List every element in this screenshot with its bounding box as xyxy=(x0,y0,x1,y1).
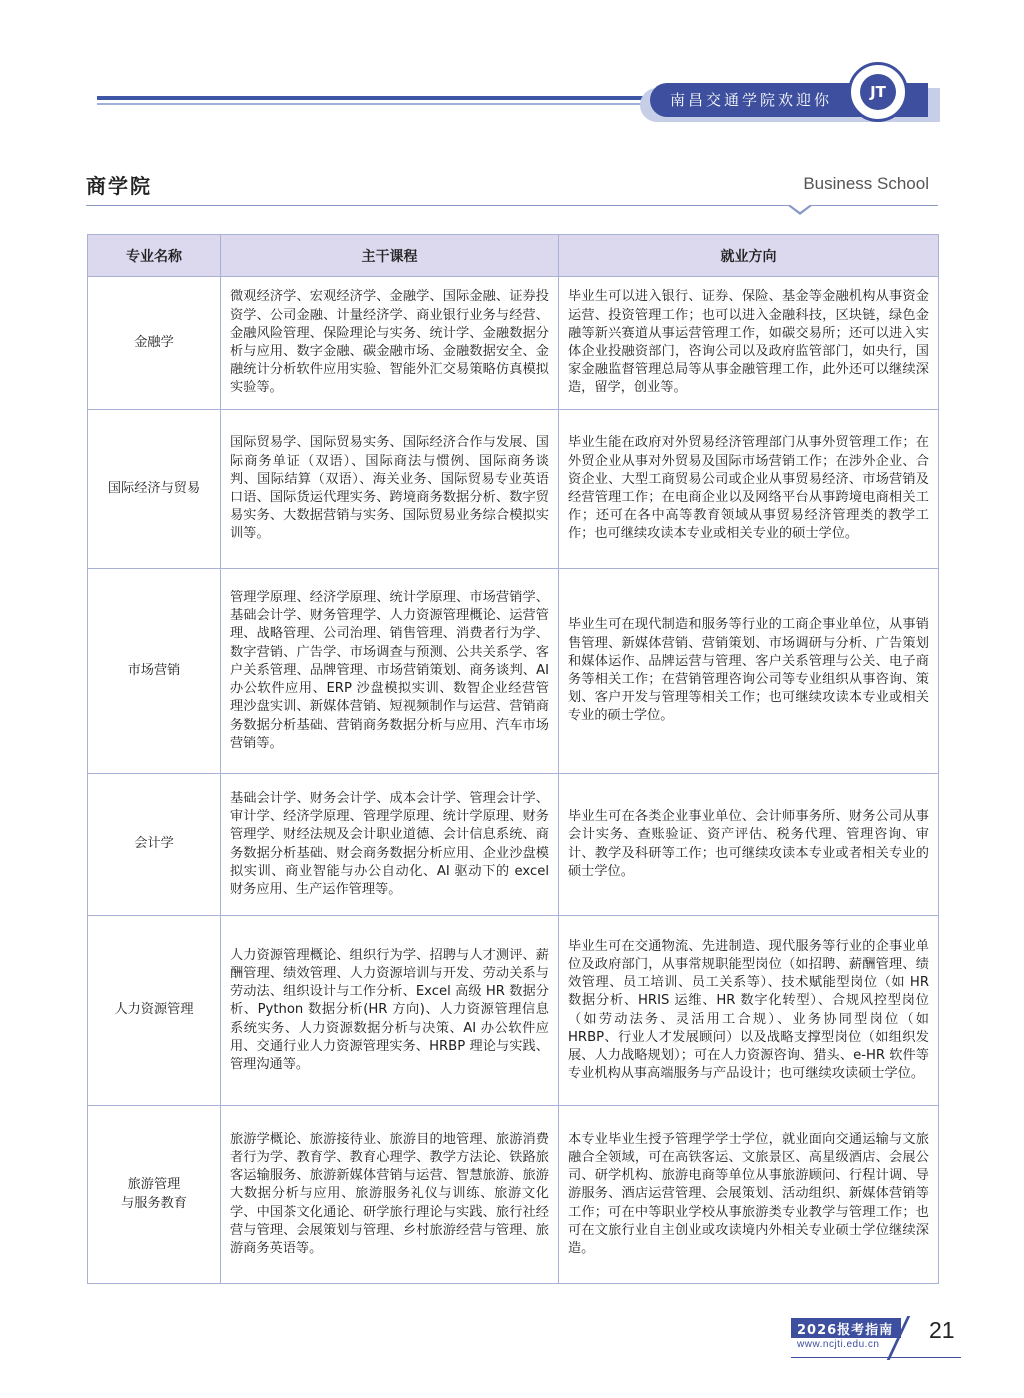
major-courses: 旅游学概论、旅游接待业、旅游目的地管理、旅游消费者行为学、教育学、教育心理学、教学方法论、铁路旅客运输服务、旅游新媒体营销与运营、智慧旅游、旅游大数据分析与应用、旅游服务礼仪与训练、旅游文化学、中国茶文化通论、研学旅行理论与实践、旅行社经营与管理、会展策划与管理、乡村旅游经营与管理、旅游商务英语等。 xyxy=(221,1106,559,1284)
table-row xyxy=(88,1106,939,1284)
major-careers: 毕业生能在政府对外贸易经济管理部门从事外贸管理工作；在外贸企业从事对外贸易及国际市场营销工作；在涉外企业、合资企业、大型工商贸易公司或企业从事贸易经济、市场营销及经营管理工作；在电商企业以及网络平台从事跨境电商相关工作；还可在各中高等教育领域从事贸易经济管理类的教学工作；也可继续攻读本专业或相关专业的硕士学位。 xyxy=(559,410,939,569)
major-name: 国际经济与贸易 xyxy=(88,410,221,569)
major-careers: 本专业毕业生授予管理学学士学位，就业面向交通运输与文旅融合全领域，可在高铁客运、文旅景区、高星级酒店、会展公司、研学机构、旅游电商等单位从事旅游顾问、行程计调、导游服务、酒店运营管理、会展策划、活动组织、新媒体营销等工作；可在中等职业学校从事旅游类专业教学与管理工作；也可在文旅行业自主创业或攻读境内外相关专业硕士学位继续深造。 xyxy=(559,1106,939,1284)
major-courses: 基础会计学、财务会计学、成本会计学、管理会计学、审计学、经济学原理、管理学原理、统计学原理、财务管理学、财经法规及会计职业道德、会计信息系统、商务数据分析基础、财会商务数据分析应用、企业沙盘模拟实训、商业智能与办公自动化、AI 驱动下的 excel 财务应用、生产运作管理等。 xyxy=(221,774,559,916)
section-notch-inner xyxy=(789,204,811,212)
major-courses: 微观经济学、宏观经济学、金融学、国际金融、证券投资学、公司金融、计量经济学、商业银行业务与经营、金融风险管理、保险理论与实务、统计学、金融数据分析与应用、数字金融、碳金融市场、金融数据安全、金融统计分析软件应用实验、智能外汇交易策略仿真模拟实验等。 xyxy=(221,277,559,410)
table-header-row xyxy=(88,235,939,277)
footer-guide-label: 2026报考指南 xyxy=(797,1323,894,1338)
major-careers: 毕业生可在各类企业事业单位、会计师事务所、财务公司从事会计实务、查账验证、资产评估、税务代理、管理咨询、审计、教学及科研等工作；也可继续攻读本专业或者相关专业的硕士学位。 xyxy=(559,774,939,916)
column-header-careers: 就业方向 xyxy=(559,235,939,277)
majors-table xyxy=(87,234,939,1284)
major-careers: 毕业生可在交通物流、先进制造、现代服务等行业的企事业单位及政府部门，从事常规职能型岗位（如招聘、薪酬管理、绩效管理、员工培训、员工关系等）、技术赋能型岗位（如 HR 数据分析、HRIS 运维、HR 数字化转型）、合规风控型岗位（如劳动法务、灵活用工合规）、业务协同型岗位（如 HRBP、行业人才发展顾问）以及战略支撑型岗位（如组织发展、人力战略规划）；可在人力资源咨询、猎头、e-HR 软件等专业机构从事高端服务与产品设计；也可继续攻读硕士学位。 xyxy=(559,916,939,1106)
major-careers: 毕业生可在现代制造和服务等行业的工商企事业单位，从事销售管理、新媒体营销、营销策划、市场调研与分析、广告策划和媒体运作、品牌运营与管理、客户关系管理与公关、电子商务等相关工作；在营销管理咨询公司等专业组织从事咨询、策划、客户开发与管理等相关工作；也可继续攻读本专业或相关专业的硕士学位。 xyxy=(559,569,939,774)
major-careers: 毕业生可以进入银行、证券、保险、基金等金融机构从事资金运营、投资管理工作；也可以进入金融科技，区块链，绿色金融等新兴赛道从事运营管理工作，如碳交易所；还可以进入实体企业投融资部门，咨询公司以及政府监管部门，如央行，国家金融监督管理总局等从事金融管理工作，此外还可以继续深造，留学，创业等。 xyxy=(559,277,939,410)
table-row xyxy=(88,410,939,569)
header-banner-text: 南昌交通学院欢迎你 xyxy=(670,91,833,109)
school-logo xyxy=(848,62,908,122)
page-number: 21 xyxy=(929,1317,955,1343)
major-name: 人力资源管理 xyxy=(88,916,221,1106)
major-courses: 国际贸易学、国际贸易实务、国际经济合作与发展、国际商务单证（双语）、国际商法与惯例、国际商务谈判、国际结算（双语）、海关业务、国际贸易专业英语口语、国际货运代理实务、跨境商务数据分析、数字贸易实务、大数据营销与实务、国际贸易业务综合模拟实训等。 xyxy=(221,410,559,569)
footer-url: www.ncjti.edu.cn xyxy=(797,1339,880,1350)
school-logo-mark: JT xyxy=(860,74,896,110)
table-row xyxy=(88,916,939,1106)
section-title: 商学院 xyxy=(86,174,152,198)
table-row xyxy=(88,774,939,916)
footer-rule xyxy=(791,1357,961,1358)
column-header-courses: 主干课程 xyxy=(221,235,559,277)
major-courses: 人力资源管理概论、组织行为学、招聘与人才测评、薪酬管理、绩效管理、人力资源培训与开发、劳动关系与劳动法、组织设计与工作分析、Excel 高级 HR 数据分析、Python 数据分析(HR 方向)、人力资源管理信息系统实务、人力资源数据分析与决策、AI 办公软件应用、交通行业人力资源管理实务、HRBP 理论与实践、管理沟通等。 xyxy=(221,916,559,1106)
table-row xyxy=(88,277,939,410)
table-row xyxy=(88,569,939,774)
header-line-bottom xyxy=(97,103,657,105)
major-name: 市场营销 xyxy=(88,569,221,774)
major-name: 旅游管理 与服务教育 xyxy=(88,1106,221,1284)
major-name: 会计学 xyxy=(88,774,221,916)
header-line-top xyxy=(97,96,657,100)
section-title-english: Business School xyxy=(803,174,929,193)
major-name: 金融学 xyxy=(88,277,221,410)
major-courses: 管理学原理、经济学原理、统计学原理、市场营销学、基础会计学、财务管理学、人力资源管理概论、运营管理、战略管理、公司治理、销售管理、消费者行为学、数字营销、广告学、市场调查与预测、公共关系学、客户关系管理、品牌管理、市场营销策划、商务谈判、AI 办公软件应用、ERP 沙盘模拟实训、数智企业经营管理沙盘实训、新媒体营销、短视频制作与运营、营销商务数据分析基础、营销商务数据分析与应用、汽车市场营销等。 xyxy=(221,569,559,774)
column-header-major: 专业名称 xyxy=(88,235,221,277)
